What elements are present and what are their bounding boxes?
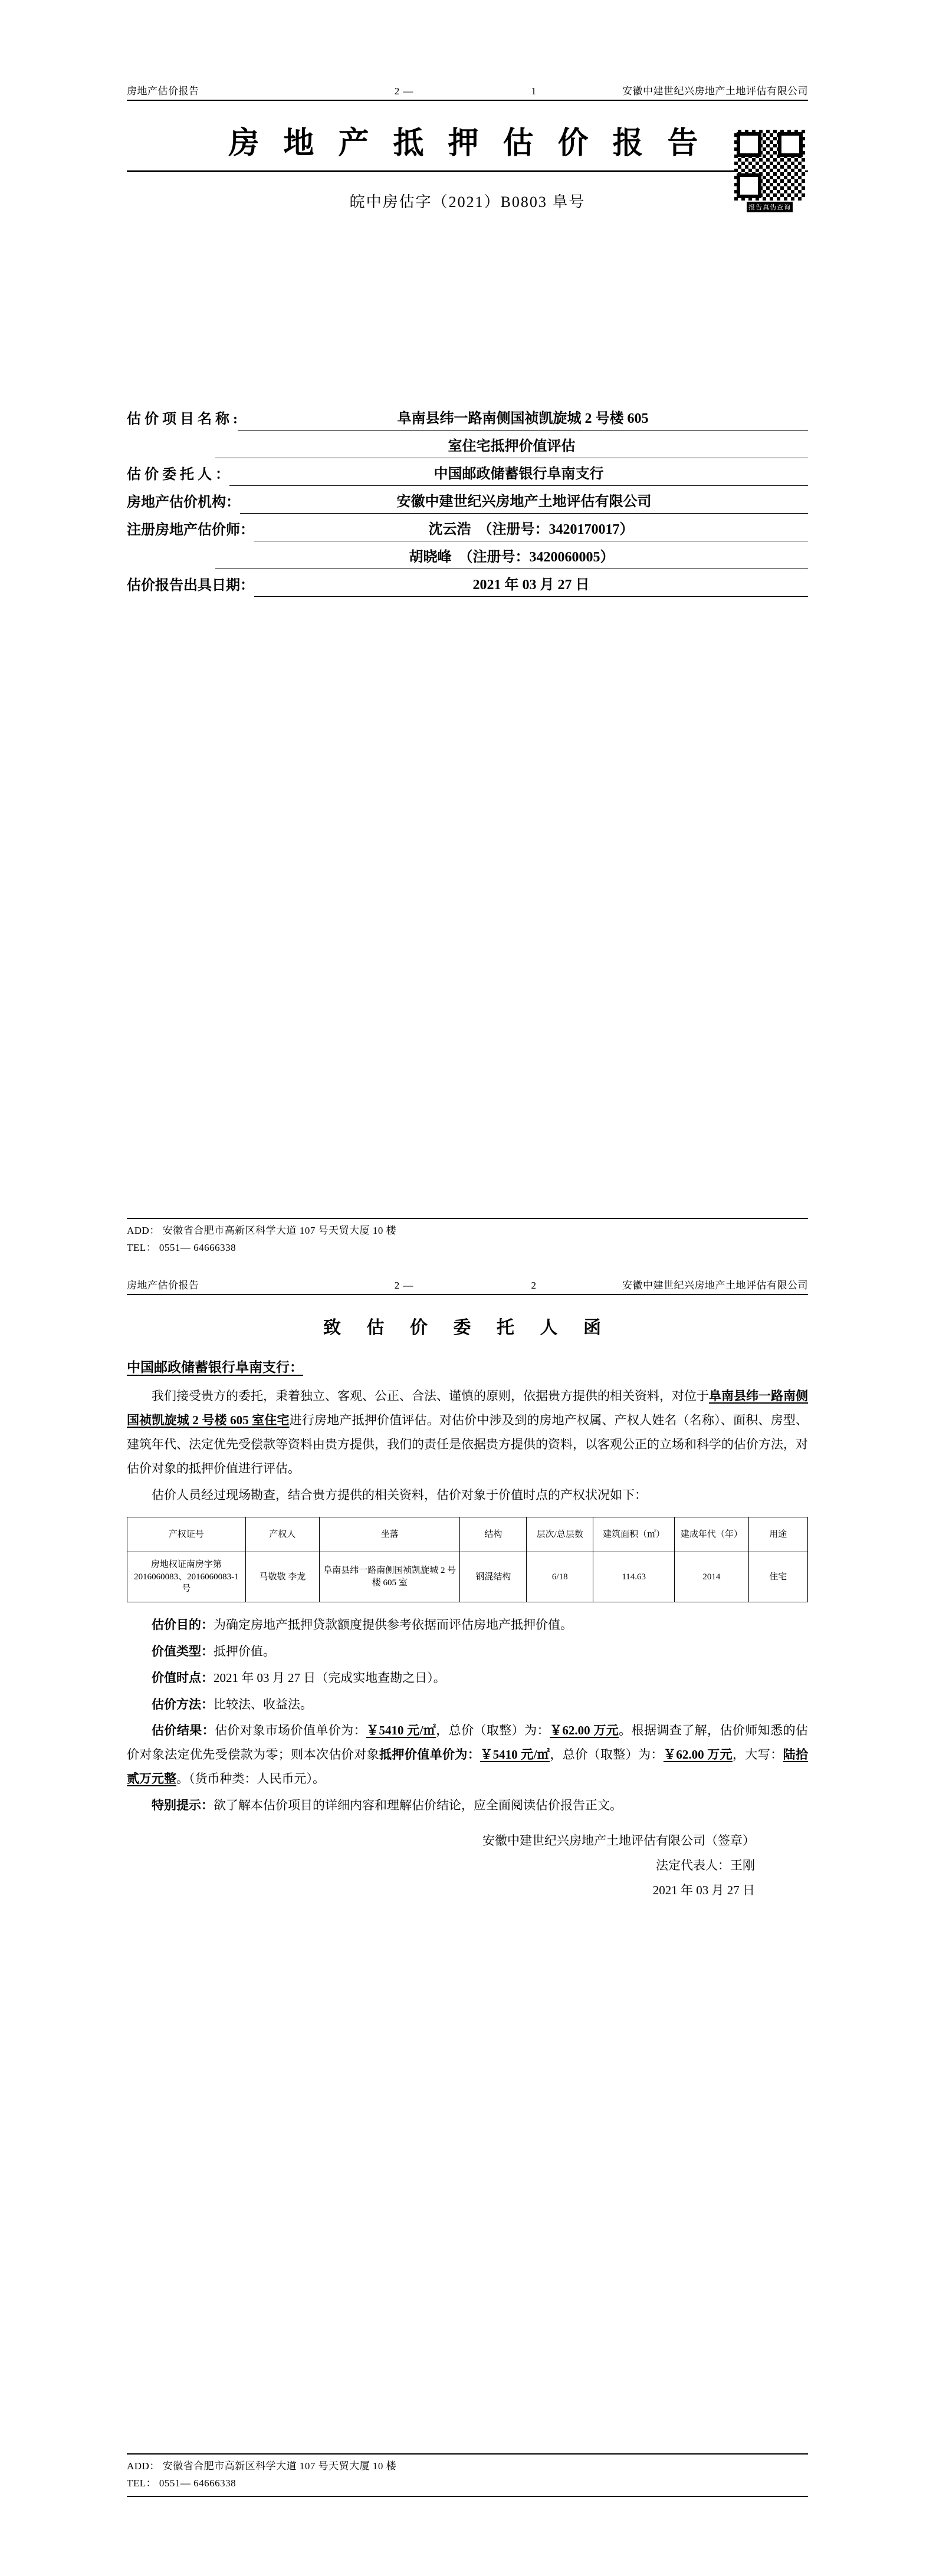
running-header-left-2: 房地产估价报告 xyxy=(127,1280,199,1291)
letter-p1-seg1: 我们接受贵方的委托，秉着独立、客观、公正、合法、谨慎的原则，依据贵方提供的相关资料，对位于 xyxy=(152,1389,709,1403)
result-total-price: ￥62.00 万元 xyxy=(550,1723,619,1738)
cover-report-code: 皖中房估字（2021）B0803 阜号 xyxy=(349,193,586,211)
cell-area: 114.63 xyxy=(593,1552,675,1602)
field-row-client xyxy=(127,462,808,486)
signature-company: 安徽中建世纪兴房地产土地评估有限公司（签章） xyxy=(482,1834,755,1848)
col-owner: 产权人 xyxy=(245,1517,319,1552)
result-mortgage-label: 抵押价值单价为： xyxy=(379,1747,481,1762)
item-text-method: 比较法、收益法。 xyxy=(214,1697,313,1711)
cover-footer-rule xyxy=(127,1218,808,1219)
field-label-client: 估 价 委 托 人 ： xyxy=(127,467,229,482)
table-header-row xyxy=(127,1517,808,1552)
field-label-agency: 房地产估价机构： xyxy=(127,495,240,510)
cover-footer xyxy=(127,1218,808,1257)
letter-footer-tel: TEL： 0551— 64666338 xyxy=(127,2477,237,2489)
col-area: 建筑面积（㎡） xyxy=(593,1517,675,1552)
result-capital-amount: 陆拾贰万元整 xyxy=(127,1747,809,1786)
cell-built-year: 2014 xyxy=(675,1552,748,1602)
col-floor: 层次/总层数 xyxy=(527,1517,593,1552)
field-value-appraiser-2: 胡晓峰 （注册号：3420060005） xyxy=(215,545,808,569)
field-value-client: 中国邮政储蓄银行阜南支行 xyxy=(229,462,808,486)
letter-item-value-date xyxy=(127,1666,808,1690)
result-mortgage-total-price: ￥62.00 万元 xyxy=(663,1747,733,1762)
running-header-middle: 2— xyxy=(394,86,417,97)
running-header-company: 安徽中建世纪兴房地产土地评估有限公司 xyxy=(622,86,808,97)
item-text-purpose: 为确定房地产抵押贷款额度提供参考依据而评估房地产抵押价值。 xyxy=(214,1617,573,1632)
letter-footer-rule xyxy=(127,2453,808,2455)
item-text-value-date: 2021 年 03 月 27 日（完成实地查勘之日）。 xyxy=(214,1670,446,1685)
letter-running-header xyxy=(127,1277,808,1295)
result-unit-price: ￥5410 元/㎡ xyxy=(366,1723,436,1738)
letter-footer-rule-bottom xyxy=(127,2496,808,2497)
field-row-appraiser-2 xyxy=(127,545,808,569)
letter-addressee: 中国邮政储蓄银行阜南支行： xyxy=(127,1360,303,1375)
letter-paragraph-2: 估价人员经过现场勘查，结合贵方提供的相关资料，估价对象于价值时点的产权状况如下： xyxy=(152,1487,647,1502)
col-usage: 用途 xyxy=(748,1517,807,1552)
field-row-project-name-cont xyxy=(127,434,808,458)
result-mid-4: ，大写： xyxy=(733,1747,783,1762)
field-row-project-name xyxy=(127,406,808,431)
letter-title: 致 估 价 委 托 人 函 xyxy=(323,1318,612,1338)
cell-location: 阜南县纬一路南侧国祯凯旋城 2 号楼 605 室 xyxy=(320,1552,460,1602)
result-mid-2: 。根据调查了解，估价师知悉的估价对象法定优先受偿款为零；则本次估价对象 xyxy=(127,1723,809,1762)
qr-caption: 报告真伪查询 xyxy=(747,202,793,212)
signature-block xyxy=(127,1828,808,1903)
field-row-appraiser-1 xyxy=(127,517,808,541)
table-row xyxy=(127,1552,808,1602)
col-built-year: 建成年代（年） xyxy=(675,1517,748,1552)
running-header-company-2: 安徽中建世纪兴房地产土地评估有限公司 xyxy=(622,1280,808,1291)
running-header-page-number: 1 xyxy=(531,86,537,97)
item-text-value-type: 抵押价值。 xyxy=(214,1644,275,1658)
field-row-issue-date xyxy=(127,573,808,597)
cover-title: 房 地 产 抵 押 估 价 报 告 xyxy=(228,127,707,160)
result-mid-3: ，总价（取整）为： xyxy=(550,1747,664,1762)
letter-item-method xyxy=(127,1693,808,1717)
field-value-issue-date: 2021 年 03 月 27 日 xyxy=(254,573,808,597)
qr-finder-bottom-left-icon xyxy=(737,173,761,198)
cell-certificate-no: 房地权证南房字第 2016060083、2016060083-1 号 xyxy=(127,1552,246,1602)
col-location: 坐落 xyxy=(320,1517,460,1552)
cell-structure: 钢混结构 xyxy=(460,1552,527,1602)
letter-special-notice xyxy=(127,1793,808,1818)
field-value-agency: 安徽中建世纪兴房地产土地评估有限公司 xyxy=(240,489,808,514)
cover-footer-tel: TEL： 0551— 64666338 xyxy=(127,1241,237,1253)
cover-fields xyxy=(127,406,808,597)
qr-code-icon[interactable] xyxy=(734,130,805,201)
cell-usage: 住宅 xyxy=(748,1552,807,1602)
running-header-left: 房地产估价报告 xyxy=(127,86,199,97)
result-mid-1: ，总价（取整）为： xyxy=(436,1723,550,1738)
cover-footer-address: ADD： 安徽省合肥市高新区科学大道 107 号天贸大厦 10 楼 xyxy=(127,1225,397,1236)
item-label-value-type: 价值类型： xyxy=(152,1644,214,1658)
result-mortgage-unit-price: ￥5410 元/㎡ xyxy=(480,1747,550,1762)
col-structure: 结构 xyxy=(460,1517,527,1552)
field-label-project-name: 估 价 项 目 名 称 : xyxy=(127,412,238,427)
notice-text: 欲了解本估价项目的详细内容和理解估价结论，应全面阅读估价报告正文。 xyxy=(214,1798,622,1813)
letter-paragraph-1 xyxy=(127,1384,808,1481)
letter-item-purpose xyxy=(127,1613,808,1637)
notice-label: 特别提示： xyxy=(152,1798,214,1813)
qr-code-block[interactable] xyxy=(731,130,808,212)
letter-item-result xyxy=(127,1719,808,1791)
item-label-value-date: 价值时点： xyxy=(152,1670,214,1685)
letter-p1-seg3: 进行房地产抵押价值评估。对估价中涉及到的房地产权属、产权人姓名（名称）、面积、房型、建筑年代、法定优先受偿款等资料由贵方提供，我们的责任是依据贵方提供的资料，以客观公正的立场和科学的估价方法，对估价对象的抵押价值进行评估。 xyxy=(127,1412,808,1476)
cover-title-rule xyxy=(127,170,808,172)
field-value-project-name: 阜南县纬一路南侧国祯凯旋城 2 号楼 605 xyxy=(238,406,808,431)
running-header-page-number-2: 2 xyxy=(531,1280,537,1291)
letter-item-value-type xyxy=(127,1639,808,1664)
letter-p1-property: 阜南县纬一路南侧国祯凯旋城 2 号楼 605 室住宅 xyxy=(127,1389,808,1427)
cover-body xyxy=(127,94,808,1215)
field-label-appraiser: 注册房地产估价师： xyxy=(127,523,254,538)
field-value-project-name-cont: 室住宅抵押价值评估 xyxy=(215,434,808,458)
field-value-appraiser-1: 沈云浩 （注册号：3420170017） xyxy=(254,517,808,541)
item-label-method: 估价方法： xyxy=(152,1697,214,1711)
field-row-agency xyxy=(127,489,808,514)
result-lead: 估价对象市场价值单价为： xyxy=(215,1723,367,1738)
running-header-middle-2: 2— xyxy=(394,1280,417,1291)
col-certificate-no: 产权证号 xyxy=(127,1517,246,1552)
signature-date: 2021 年 03 月 27 日 xyxy=(652,1883,755,1898)
cell-floor: 6/18 xyxy=(527,1552,593,1602)
letter-footer xyxy=(127,2453,808,2497)
item-label-result: 估价结果： xyxy=(152,1723,215,1738)
letter-footer-address: ADD： 安徽省合肥市高新区科学大道 107 号天贸大厦 10 楼 xyxy=(127,2460,397,2472)
letter-body xyxy=(127,1297,808,1903)
property-table xyxy=(127,1517,808,1602)
cell-owner: 马敬敬 李龙 xyxy=(245,1552,319,1602)
item-label-purpose: 估价目的： xyxy=(152,1617,214,1632)
signature-legal-rep: 法定代表人：王刚 xyxy=(656,1858,755,1873)
field-label-issue-date: 估价报告出具日期： xyxy=(127,578,254,593)
result-currency-note: 。（货币种类：人民币元）。 xyxy=(176,1772,325,1786)
